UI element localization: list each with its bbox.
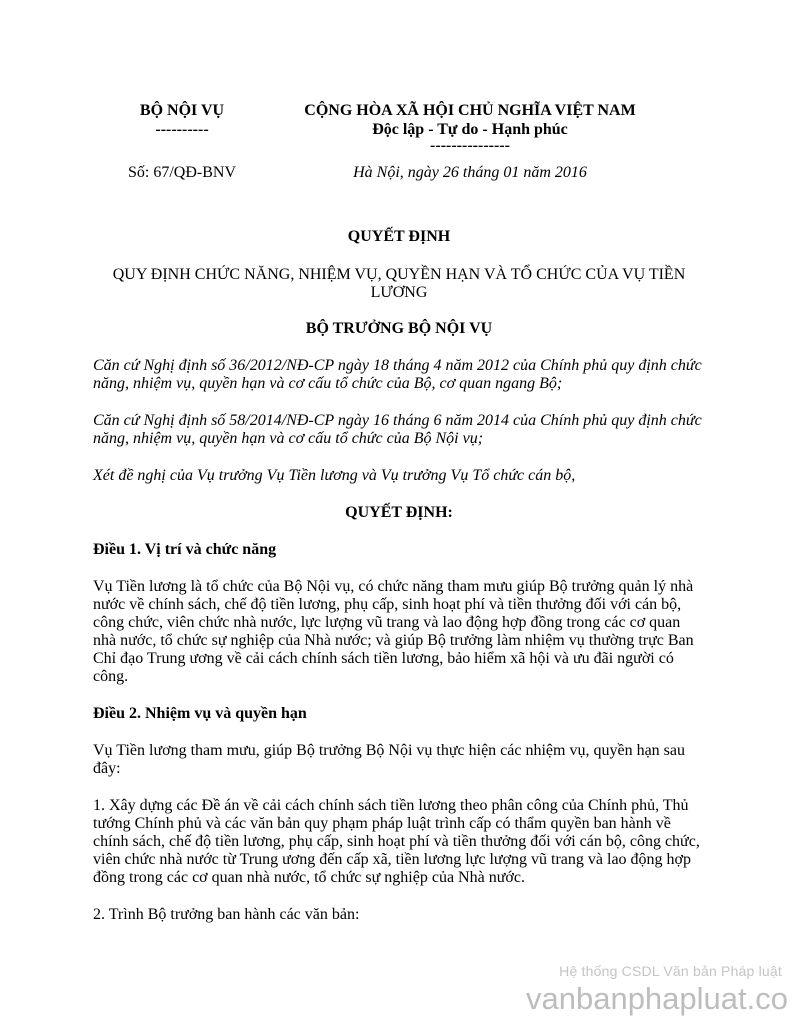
place-date: Hà Nội, ngày 26 tháng 01 năm 2016	[353, 164, 587, 181]
country-name: CỘNG HÒA XÃ HỘI CHỦ NGHĨA VIỆT NAM	[304, 102, 636, 119]
decision-heading: QUYẾT ĐỊNH:	[345, 504, 453, 521]
legal-basis-3: Xét đề nghị của Vụ trưởng Vụ Tiền lương và Vụ trưởng Vụ Tổ chức cán bộ,	[93, 467, 576, 484]
watermark-caption: Hệ thống CSDL Văn bản Pháp luật	[559, 963, 782, 979]
national-header	[270, 101, 670, 181]
motto-rule: ---------------	[430, 137, 510, 154]
article-2-item-2: 2. Trình Bộ trưởng ban hành các văn bản:	[93, 906, 360, 923]
article-2-item-1: 1. Xây dựng các Đề án về cải cách chính sách tiền lương theo phân công của Chính phủ, Thủ tướng Chính phủ và các văn bản quy phạm pháp luật trình cấp có thẩm quyền ban hành về chính sách, chế độ tiền lương, phụ cấp, sinh hoạt phí và tiền thưởng đối với cán bộ, công chức, viên chức nhà nước từ Trung ương đến cấp xã, tiền lương lực lượng vũ trang và lao động hợp đồng trong các cơ quan nhà nước, tổ chức sự nghiệp của Nhà nước.	[93, 797, 700, 886]
article-2-intro: Vụ Tiền lương tham mưu, giúp Bộ trưởng Bộ Nội vụ thực hiện các nhiệm vụ, quyền hạn sau đây:	[93, 742, 685, 777]
ministry-name: BỘ NỘI VỤ	[139, 102, 225, 119]
ministry-rule: ----------	[155, 121, 209, 138]
legal-basis-2: Căn cứ Nghị định số 58/2014/NĐ-CP ngày 16 tháng 6 năm 2014 của Chính phủ quy định chức năng, nhiệm vụ, quyền hạn và cơ cấu tổ chức của Bộ Nội vụ;	[93, 412, 702, 447]
article-2-title: Điều 2. Nhiệm vụ và quyền hạn	[93, 705, 307, 722]
document-number: Số: 67/QĐ-BNV	[127, 164, 236, 181]
national-motto: Độc lập - Tự do - Hạnh phúc	[372, 121, 568, 138]
issuer-block	[112, 101, 252, 181]
document-type: QUYẾT ĐỊNH	[347, 228, 451, 245]
article-1-text: Vụ Tiền lương là tổ chức của Bộ Nội vụ, có chức năng tham mưu giúp Bộ trưởng quản lý nhà nước về chính sách, chế độ tiền lương, phụ cấp, sinh hoạt phí và tiền thưởng đối với cán bộ, công chức, viên chức nhà nước, lực lượng vũ trang và lao động hợp đồng trong các cơ quan nhà nước, tổ chức sự nghiệp của Nhà nước; và giúp Bộ trưởng làm nhiệm vụ thường trực Ban Chỉ đạo Trung ương về cải cách chính sách tiền lương, bảo hiểm xã hội và ưu đãi người có công.	[93, 578, 694, 685]
document-body	[93, 224, 705, 924]
issuing-authority: BỘ TRƯỞNG BỘ NỘI VỤ	[305, 320, 493, 337]
document-header	[0, 101, 800, 191]
watermark-domain: vanbanphapluat.co	[525, 981, 788, 1016]
article-1-title: Điều 1. Vị trí và chức năng	[93, 541, 277, 558]
document-subject: QUY ĐỊNH CHỨC NĂNG, NHIỆM VỤ, QUYỀN HẠN VÀ TỔ CHỨC CỦA VỤ TIỀN LƯƠNG	[112, 266, 686, 301]
legal-basis-1: Căn cứ Nghị định số 36/2012/NĐ-CP ngày 18 tháng 4 năm 2012 của Chính phủ quy định chức năng, nhiệm vụ, quyền hạn và cơ cấu tổ chức của Bộ, cơ quan ngang Bộ;	[93, 357, 702, 392]
site-watermark	[525, 962, 788, 1018]
